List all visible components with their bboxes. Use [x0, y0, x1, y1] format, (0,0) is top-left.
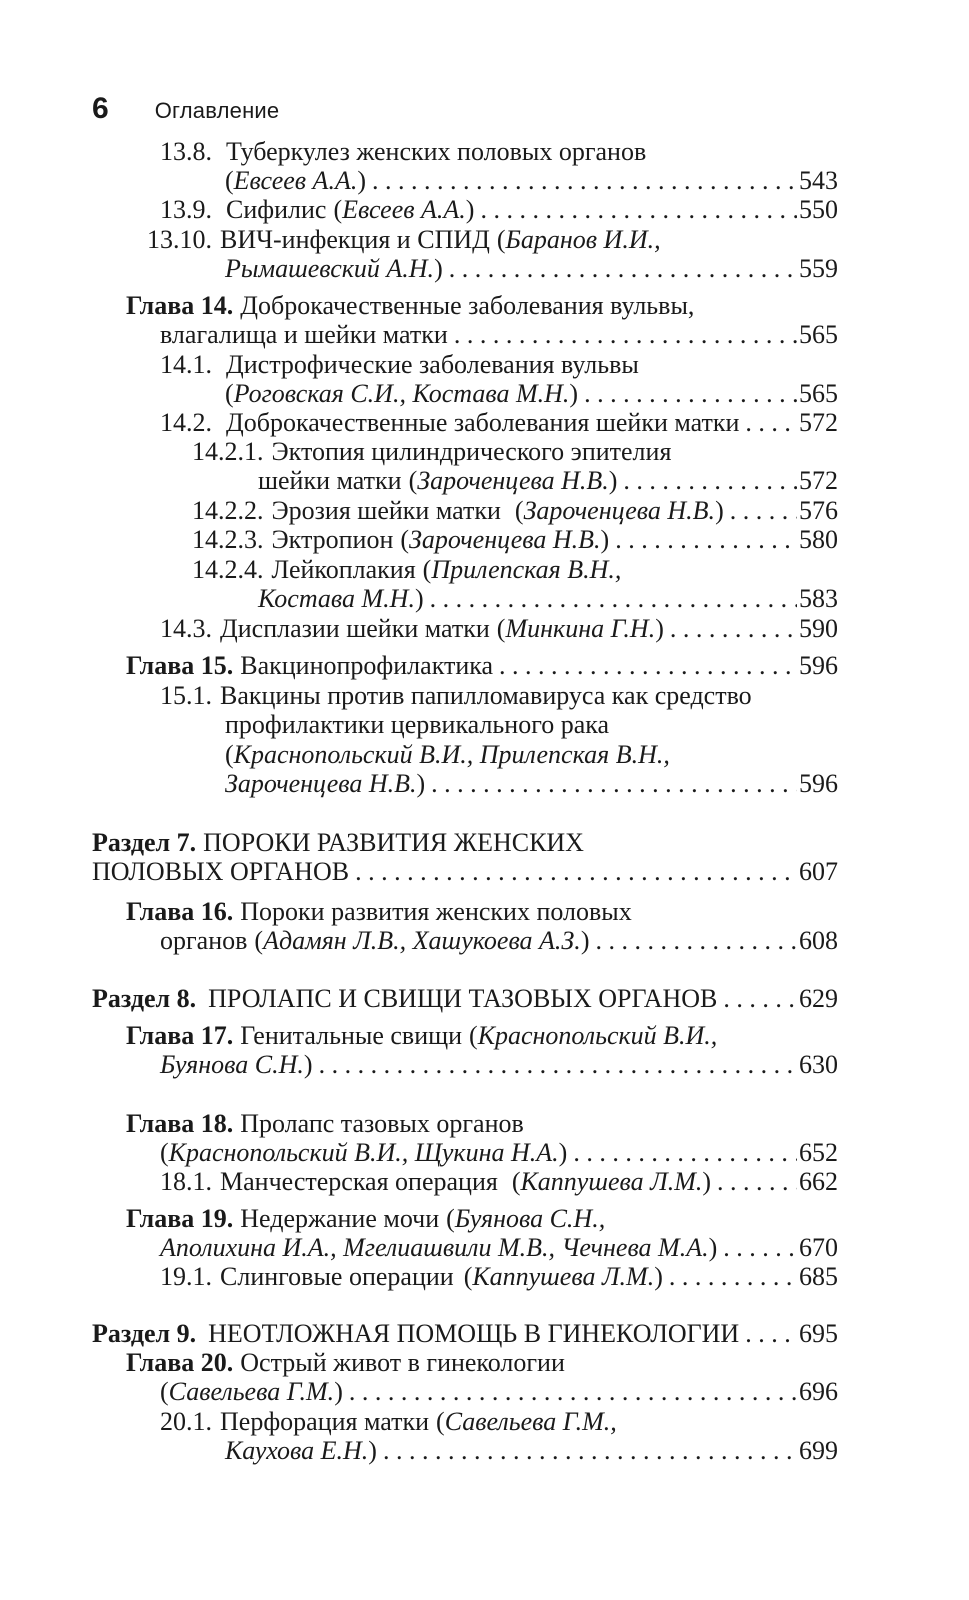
part-label: Раздел 8. — [92, 984, 197, 1013]
leader-dots — [670, 614, 797, 644]
entry-author: Минкина Г.Н. — [505, 614, 656, 643]
toc-chapter-17: Глава 17. Генитальные свищи ( Краснопольский В.И., — [126, 1021, 718, 1050]
chapter-label: Глава 19. — [126, 1204, 234, 1233]
leader-dots — [730, 496, 797, 526]
entry-title: Туберкулез женских половых органов — [226, 137, 647, 166]
leader-dots — [454, 320, 797, 350]
toc-entry-13-8-cont: ( Евсеев А.А. ) . . . 543 — [225, 166, 838, 196]
toc-entry-14-2-1-cont: шейки матки ( Зароченцева Н.В. ) . . . 572 — [258, 466, 838, 496]
toc-entry-15-1-cont2: ( Краснопольский В.И., Прилепская В.Н., — [225, 740, 670, 769]
toc-chapter-16-cont: органов ( Адамян Л.В., Хашукоева А.З. ) . . . 608 — [160, 926, 838, 956]
leader-dots — [480, 195, 797, 225]
entry-author: Краснопольский В.И., Прилепская В.Н., — [233, 740, 670, 769]
leader-dots — [449, 254, 797, 284]
toc-entry-13-9: 13.9. Сифилис ( Евсеев А.А. ) . . . 550 — [160, 195, 838, 225]
entry-author: Савельева Г.М. — [168, 1377, 335, 1406]
chapter-title: Пороки развития женских половых — [240, 897, 632, 926]
toc-part-7 — [92, 828, 584, 858]
leader-dots — [723, 984, 797, 1014]
entry-author: Краснопольский В.И., — [477, 1021, 718, 1050]
entry-number: 15.1. — [160, 681, 212, 710]
leader-dots — [745, 408, 797, 438]
toc-entry-14-2-2: 14.2.2. Эрозия шейки матки ( Зароченцева Н.В. ) . . . 576 — [192, 496, 838, 526]
chapter-label: Глава 15. — [126, 651, 234, 680]
entry-page: 630 — [799, 1050, 838, 1079]
entry-page: 596 — [799, 651, 838, 680]
entry-number: 14.2. — [160, 408, 212, 437]
chapter-label: Глава 14. — [126, 291, 234, 320]
leader-dots — [499, 651, 797, 681]
toc-chapter-15 — [126, 651, 838, 681]
entry-page: 550 — [799, 195, 838, 224]
leader-dots — [355, 857, 797, 887]
toc-chapter-14-cont — [160, 320, 838, 350]
toc-part-9 — [92, 1319, 838, 1349]
entry-title: Вакцины против папилломавируса как средство — [220, 681, 752, 710]
chapter-title: Острый живот в гинекологии — [240, 1348, 565, 1377]
entry-page: 565 — [799, 379, 838, 408]
leader-dots — [383, 1436, 797, 1466]
entry-author: Каппушева Л.М. — [520, 1167, 703, 1196]
entry-number: 14.1. — [160, 350, 212, 379]
entry-title: ВИЧ-инфекция и СПИД — [220, 225, 490, 254]
entry-number: 13.8. — [160, 137, 212, 166]
entry-number: 18.1. — [160, 1167, 212, 1196]
leader-dots — [595, 926, 797, 956]
chapter-title: Доброкачественные заболевания вульвы, — [240, 291, 695, 320]
toc-entry-20-1-cont: Каухова Е.Н. ) . . . 699 — [225, 1436, 838, 1466]
section-title: Оглавление — [154, 98, 280, 123]
entry-title: Сифилис — [226, 195, 327, 224]
part-label: Раздел 7. — [92, 828, 197, 857]
leader-dots — [723, 1233, 797, 1263]
entry-page: 576 — [799, 496, 838, 525]
entry-author: Краснопольский В.И., Щукина Н.А. — [168, 1138, 559, 1167]
entry-page: 696 — [799, 1377, 838, 1406]
entry-page: 596 — [799, 769, 838, 798]
part-title-cont: ПОЛОВЫХ ОРГАНОВ — [92, 857, 350, 886]
leader-dots — [584, 379, 797, 409]
toc-entry-14-2-4-cont: Костава М.Н. ) . . . 583 — [258, 584, 838, 614]
entry-number: 14.2.1. — [192, 437, 264, 466]
leader-dots — [431, 769, 797, 799]
toc-chapter-18 — [126, 1109, 524, 1139]
entry-author: Савельева Г.М., — [444, 1407, 617, 1436]
chapter-label: Глава 16. — [126, 897, 234, 926]
entry-author: Адамян Л.В., Хашукоева А.З. — [263, 926, 581, 955]
entry-page: 607 — [799, 857, 838, 886]
entry-title: Лейкоплакия — [271, 555, 416, 584]
toc-entry-14-2-4: 14.2.4. Лейкоплакия ( Прилепская В.Н., — [192, 555, 622, 584]
leader-dots — [615, 525, 797, 555]
toc-chapter-19: Глава 19. Недержание мочи ( Буянова С.Н., — [126, 1204, 606, 1233]
entry-page: 670 — [799, 1233, 838, 1262]
chapter-title-cont: органов — [160, 926, 248, 955]
toc-entry-14-1 — [160, 350, 639, 380]
entry-number: 14.2.3. — [192, 525, 264, 554]
entry-number: 13.10. — [147, 225, 212, 254]
entry-author: Рымашевский А.Н. — [225, 254, 435, 283]
entry-page: 685 — [799, 1262, 838, 1291]
entry-number: 14.2.2. — [192, 496, 264, 525]
leader-dots — [669, 1262, 797, 1292]
entry-title: Манчестерская операция — [220, 1167, 498, 1196]
chapter-label: Глава 18. — [126, 1109, 234, 1138]
toc-entry-14-2-3: 14.2.3. Эктропион ( Зароченцева Н.В. ) . . . 580 — [192, 525, 838, 555]
chapter-label: Глава 20. — [126, 1348, 234, 1377]
entry-title: Перфорация матки — [220, 1407, 430, 1436]
toc-entry-18-1: 18.1. Манчестерская операция ( Каппушева Л.М. ) . . . 662 — [160, 1167, 838, 1197]
entry-author: Прилепская В.Н., — [431, 555, 622, 584]
entry-author: Зароченцева Н.В. — [417, 466, 609, 495]
entry-author: Зароченцева Н.В. — [409, 525, 601, 554]
entry-page: 583 — [799, 584, 838, 613]
leader-dots — [623, 466, 797, 496]
chapter-title: Генитальные свищи — [240, 1021, 463, 1050]
entry-title: Доброкачественные заболевания шейки матки — [226, 408, 740, 437]
part-label: Раздел 9. — [92, 1319, 197, 1348]
toc-entry-15-1-cont1 — [225, 710, 609, 740]
part-title: ПОРОКИ РАЗВИТИЯ ЖЕНСКИХ — [203, 828, 584, 857]
entry-author: Каппушева Л.М. — [472, 1262, 655, 1291]
toc-chapter-16 — [126, 897, 632, 927]
running-head — [92, 92, 279, 132]
entry-page: 543 — [799, 166, 838, 195]
entry-page: 580 — [799, 525, 838, 554]
chapter-label: Глава 17. — [126, 1021, 234, 1050]
toc-chapter-18-cont: ( Краснопольский В.И., Щукина Н.А. ) . . . 652 — [160, 1138, 838, 1168]
entry-page: 652 — [799, 1138, 838, 1167]
entry-page: 590 — [799, 614, 838, 643]
toc-entry-14-2-1 — [192, 437, 671, 467]
part-title: НЕОТЛОЖНАЯ ПОМОЩЬ В ГИНЕКОЛОГИИ — [208, 1319, 740, 1348]
entry-author: Буянова С.Н., — [454, 1204, 606, 1233]
toc-part-8 — [92, 984, 838, 1014]
leader-dots — [319, 1050, 797, 1080]
entry-author: Зароченцева Н.В. — [225, 769, 417, 798]
entry-title: Эктропион — [271, 525, 394, 554]
chapter-title-cont: влагалища и шейки матки — [160, 320, 448, 349]
leader-dots — [573, 1138, 797, 1168]
toc-entry-15-1 — [160, 681, 752, 711]
entry-page: 662 — [799, 1167, 838, 1196]
entry-author: Аполихина И.А., Мгелиашвили М.В., Чечнева М.А. — [160, 1233, 709, 1262]
toc-chapter-17-cont: Буянова С.Н. ) . . . 630 — [160, 1050, 838, 1080]
entry-page: 565 — [799, 320, 838, 349]
entry-number: 20.1. — [160, 1407, 212, 1436]
entry-title-cont: профилактики цервикального рака — [225, 710, 610, 739]
chapter-title: Пролапс тазовых органов — [240, 1109, 524, 1138]
entry-page: 559 — [799, 254, 838, 283]
entry-page: 572 — [799, 466, 838, 495]
entry-title: Дисплазии шейки матки — [220, 614, 490, 643]
entry-page: 699 — [799, 1436, 838, 1465]
toc-entry-19-1: 19.1. Слинговые операции ( Каппушева Л.М. ) . . . 685 — [160, 1262, 838, 1292]
chapter-title: Недержание мочи — [240, 1204, 440, 1233]
entry-author: Евсеев А.А. — [342, 195, 466, 224]
entry-number: 14.2.4. — [192, 555, 264, 584]
entry-author: Зароченцева Н.В. — [523, 496, 716, 525]
page-number: 6 — [92, 92, 109, 125]
leader-dots — [717, 1167, 797, 1197]
entry-author: Костава М.Н. — [258, 584, 415, 613]
entry-author: Евсеев А.А. — [233, 166, 358, 195]
entry-author: Буянова С.Н. — [160, 1050, 304, 1079]
entry-author: Роговская С.И., Костава М.Н. — [233, 379, 570, 408]
toc-part-7-cont — [92, 857, 838, 887]
toc-chapter-19-cont: Аполихина И.А., Мгелиашвили М.В., Чечнева М.А. ) . . . 670 — [160, 1233, 838, 1263]
entry-title: Эктопия цилиндрического эпителия — [271, 437, 672, 466]
toc-chapter-20 — [126, 1348, 565, 1378]
toc-entry-13-10: 13.10. ВИЧ-инфекция и СПИД ( Баранов И.И., — [147, 225, 661, 254]
entry-number: 13.9. — [160, 195, 212, 224]
toc-entry-15-1-cont3: Зароченцева Н.В. ) . . . 596 — [225, 769, 838, 799]
toc-entry-20-1: 20.1. Перфорация матки ( Савельева Г.М., — [160, 1407, 617, 1436]
leader-dots — [349, 1377, 797, 1407]
entry-title: Дистрофические заболевания вульвы — [226, 350, 639, 379]
toc-entry-14-2 — [160, 408, 838, 438]
part-title: ПРОЛАПС И СВИЩИ ТАЗОВЫХ ОРГАНОВ — [208, 984, 718, 1013]
entry-page: 695 — [799, 1319, 838, 1348]
entry-author: Каухова Е.Н. — [225, 1436, 369, 1465]
entry-title-cont: шейки матки — [258, 466, 402, 495]
entry-title: Эрозия шейки матки — [271, 496, 501, 525]
toc-chapter-14 — [126, 291, 694, 321]
toc-entry-13-8 — [160, 137, 646, 167]
leader-dots — [372, 166, 797, 196]
toc-entry-14-3: 14.3. Дисплазии шейки матки ( Минкина Г.Н. ) . . . 590 — [160, 614, 838, 644]
entry-author: Баранов И.И., — [505, 225, 661, 254]
toc-entry-14-1-cont: ( Роговская С.И., Костава М.Н. ) . . . 565 — [225, 379, 838, 409]
entry-number: 19.1. — [160, 1262, 212, 1291]
entry-page: 608 — [799, 926, 838, 955]
entry-title: Слинговые операции — [220, 1262, 454, 1291]
toc-chapter-20-cont: ( Савельева Г.М. ) . . . 696 — [160, 1377, 838, 1407]
leader-dots — [430, 584, 797, 614]
toc-entry-13-10-cont: Рымашевский А.Н. ) . . . 559 — [225, 254, 838, 284]
chapter-title: Вакцинопрофилактика — [240, 651, 494, 680]
entry-page: 572 — [799, 408, 838, 437]
leader-dots — [745, 1319, 797, 1349]
entry-page: 629 — [799, 984, 838, 1013]
entry-number: 14.3. — [160, 614, 212, 643]
